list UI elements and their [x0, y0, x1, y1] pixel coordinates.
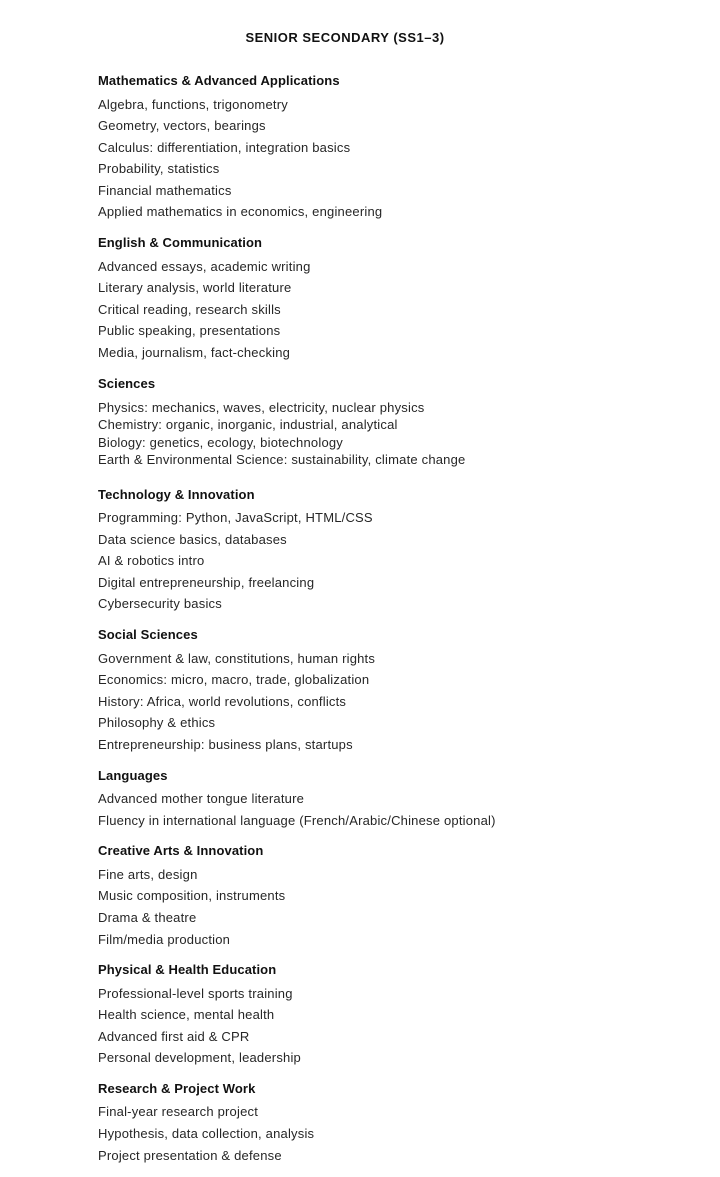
list-item: Film/media production [98, 931, 231, 947]
list-item: Critical reading, research skills [98, 301, 281, 317]
list-item: AI & robotics intro [98, 553, 205, 569]
list-item: Earth & Environmental Science: sustainability, climate change [98, 452, 466, 468]
list-item: Philosophy & ethics [98, 715, 216, 731]
document-content [98, 72, 698, 1177]
document-title: SENIOR SECONDARY (SS1–3) [245, 30, 445, 45]
list-item: Entrepreneurship: business plans, startups [98, 736, 353, 752]
list-item: Chemistry: organic, inorganic, industrial, analytical [98, 417, 398, 433]
section-heading: Technology & Innovation [98, 486, 255, 502]
list-item: Financial mathematics [98, 182, 232, 198]
section-social-sciences [98, 626, 698, 755]
list-item: Government & law, constitutions, human rights [98, 650, 376, 666]
section-physical-health [98, 961, 698, 1069]
section-research-project [98, 1080, 698, 1166]
list-item: Personal development, leadership [98, 1050, 301, 1066]
list-item: Fluency in international language (French/Arabic/Chinese optional) [98, 812, 496, 828]
list-item: Advanced first aid & CPR [98, 1028, 250, 1044]
section-mathematics [98, 72, 698, 223]
section-english [98, 234, 698, 363]
section-heading: Mathematics & Advanced Applications [98, 73, 340, 88]
list-item: Public speaking, presentations [98, 323, 281, 339]
list-item: History: Africa, world revolutions, conflicts [98, 693, 347, 709]
list-item: Geometry, vectors, bearings [98, 118, 266, 134]
list-item: Hypothesis, data collection, analysis [98, 1126, 315, 1142]
section-creative-arts [98, 842, 698, 950]
section-heading: Research & Project Work [98, 1080, 256, 1096]
section-languages [98, 767, 698, 832]
section-heading: Social Sciences [98, 627, 198, 643]
list-item: Physics: mechanics, waves, electricity, nuclear physics [98, 400, 425, 416]
list-item: Probability, statistics [98, 161, 220, 177]
list-item: Programming: Python, JavaScript, HTML/CSS [98, 510, 373, 526]
section-heading: Sciences [98, 375, 156, 391]
list-item: Advanced essays, academic writing [98, 258, 311, 274]
list-item: Health science, mental health [98, 1007, 275, 1023]
list-item: Professional-level sports training [98, 985, 293, 1001]
section-heading: Creative Arts & Innovation [98, 843, 264, 859]
list-item: Economics: micro, macro, trade, globalization [98, 672, 370, 688]
list-item: Music composition, instruments [98, 888, 286, 904]
list-item: Algebra, functions, trigonometry [98, 96, 288, 112]
section-heading: Physical & Health Education [98, 962, 277, 978]
list-item: Project presentation & defense [98, 1147, 282, 1163]
list-item: Fine arts, design [98, 866, 198, 882]
section-sciences [98, 375, 698, 469]
list-item: Cybersecurity basics [98, 596, 222, 612]
section-heading: English & Communication [98, 235, 263, 251]
list-item: Calculus: differentiation, integration basics [98, 139, 351, 155]
list-item: Literary analysis, world literature [98, 280, 292, 296]
list-item: Final-year research project [98, 1104, 259, 1120]
list-item: Biology: genetics, ecology, biotechnology [98, 434, 343, 450]
section-heading: Languages [98, 767, 168, 783]
list-item: Digital entrepreneurship, freelancing [98, 574, 315, 590]
list-item: Data science basics, databases [98, 531, 287, 547]
list-item: Applied mathematics in economics, engineering [98, 204, 383, 220]
section-technology [98, 486, 698, 615]
list-item: Advanced mother tongue literature [98, 791, 305, 807]
list-item: Drama & theatre [98, 909, 197, 925]
list-item: Media, journalism, fact-checking [98, 344, 291, 360]
